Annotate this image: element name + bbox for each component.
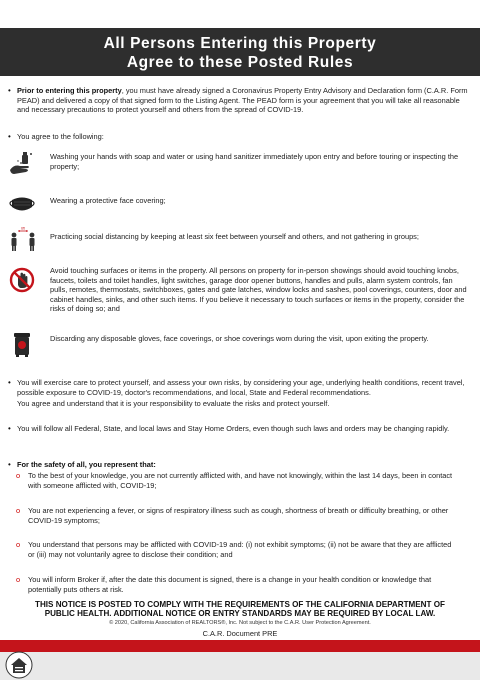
notice-line-1: THIS NOTICE IS POSTED TO COMPLY WITH THE REQUIREMENTS OF THE CALIFORNIA DEPARTMENT OF [35, 600, 445, 609]
bullet: • [8, 378, 11, 387]
representation-text: You will inform Broker if, after the date this document is signed, there is a change in your health condition or knowledge that potentially puts others at risk. [28, 575, 432, 594]
laws-text: You will follow all Federal, State, and local laws and Stay Home Orders, even though such laws and orders may be changing rapidly. [17, 424, 450, 433]
no-touch-icon [8, 266, 36, 292]
safety-heading: For the safety of all, you represent that: [17, 460, 156, 469]
compliance-notice [20, 600, 460, 619]
intro-lead: Prior to entering this property [17, 86, 122, 95]
intro-text: , you must have already signed a Coronavirus Property Entry Advisory and Declaration form (C.A.R. Form PEAD) and delivered a copy of that signed form to the Listing Agent. The PEAD form is your agreement that you will take all reasonable and necessary precautions to protect yourself and others from the spread of COVID-19. [17, 86, 468, 115]
bullet: • [8, 132, 11, 141]
page-title-line-2: Agree to these Posted Rules [126, 54, 354, 71]
notice-line-2: PUBLIC HEALTH. ADDITIONAL NOTICE OR ENTRY STANDARDS MAY BE REQUIRED BY LOCAL LAW. [44, 609, 436, 619]
header-banner [0, 28, 480, 76]
face-mask-icon [8, 190, 36, 216]
equal-housing-logo-icon [4, 650, 34, 680]
distance-label: 6ft [21, 226, 25, 231]
rule-text: Avoid touching surfaces or items in the property. All persons on property for in-person showings should avoid touching knobs, faucets, toilets and toilet handles, light switches, garage door opener buttons, handles and pulls, alarm system controls, fan pulls, remotes, thermostats, switchboxes, gates and gate latches, window locks and sashes, pool coverings, counters, door and cabinet handles, sinks, and other such items. If you believe it necessary to touch surfaces or items in the property, consider the risks of doing so; and [50, 266, 467, 314]
rule-text: Wearing a protective face covering; [50, 196, 166, 205]
document-id: C.A.R. Document PRE [202, 629, 278, 638]
sub-bullet: o [16, 506, 21, 515]
bullet: • [8, 424, 11, 433]
trash-bin-icon [8, 330, 36, 356]
sub-bullet: o [16, 575, 21, 584]
bullet: • [8, 86, 11, 95]
social-distance-icon [8, 226, 36, 252]
copyright-text: © 2020, California Association of REALTORS®, Inc. Not subject to the C.A.R. User Protection Agreement. [109, 620, 371, 626]
representation-text: To the best of your knowledge, you are not currently afflicted with, and have not knowingly, within the last 14 days, been in contact with someone afflicted with, COVID-19; [28, 471, 453, 490]
bullet: • [8, 460, 11, 469]
representation-text: You understand that persons may be afflicted with COVID-19 and: (i) not exhibit symptoms; (ii) not be aware that they are afflicted or (iii) may not voluntarily agree to disclose their condition; and [28, 540, 452, 559]
handwashing-icon [8, 152, 36, 178]
rule-text: Washing your hands with soap and water or using hand sanitizer immediately upon entry and before touring or inspecting the property; [50, 152, 459, 171]
care-text: You will exercise care to protect yourself, and assess your own risks, by considering your age, underlying health conditions, recent travel, possible exposure to COVID-19, doctor's recommendations, and local, State and Federal recommendations. [17, 378, 465, 397]
rule-text: Discarding any disposable gloves, face coverings, or shoe coverings worn during the visit, upon exiting the property. [50, 334, 429, 343]
footer-grey-bar [0, 652, 480, 680]
sub-bullet: o [16, 540, 21, 549]
sub-bullet: o [16, 471, 21, 480]
rule-text: Practicing social distancing by keeping at least six feet between yourself and others, and not gathering in groups; [50, 232, 419, 241]
footer-red-bar [0, 640, 480, 652]
page-title-line-1: All Persons Entering this Property [103, 35, 377, 52]
representation-text: You are not experiencing a fever, or signs of respiratory illness such as cough, shortness of breath or difficulty breathing, or other COVID-19 symptoms; [28, 506, 449, 525]
agree-heading: You agree to the following: [17, 132, 104, 141]
care-responsibility-text: You agree and understand that it is your responsibility to evaluate the risks and protect yourself. [17, 399, 330, 409]
